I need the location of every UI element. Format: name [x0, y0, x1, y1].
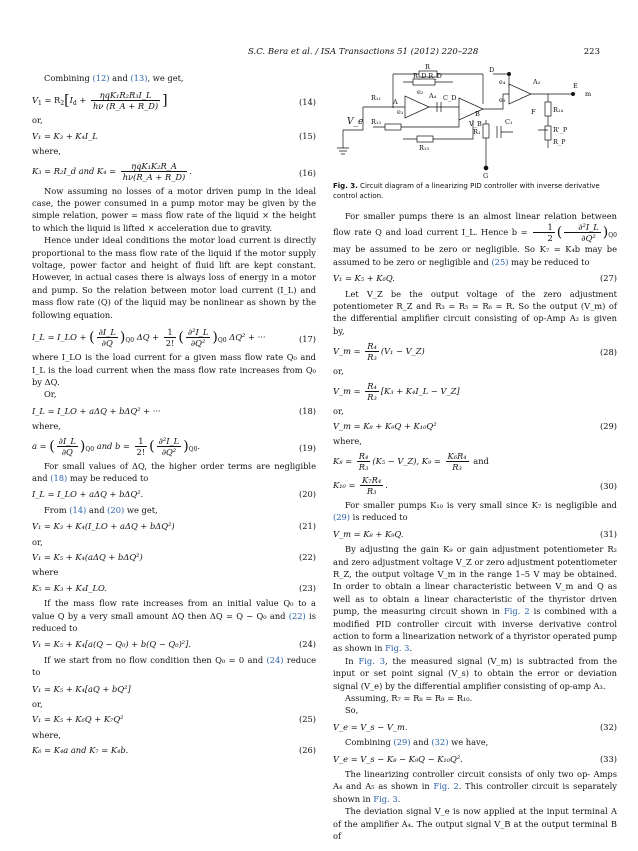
equation-30: K₁₀ = $\frac{\text{K₇R₄}}{\text{R₃}}$ . (30) [333, 474, 617, 496]
equation-28: V_m = $\frac{\text{R₄}}{\text{R₃}}$ (V₁ − V_Z) (28) [333, 341, 617, 363]
where-text: where, [32, 146, 61, 157]
label-r14: R₁₄ [553, 106, 564, 114]
equation-15: V₁ = K₃ + K₄I_L (15) [32, 130, 316, 141]
eq-ref-18[interactable]: (18) [50, 472, 68, 483]
or-text: or, [32, 536, 43, 547]
label-e2: e₂ [417, 88, 424, 96]
where-text: where, [32, 421, 61, 432]
combining-29-32: Combining (29) and (32) we have, [345, 737, 489, 748]
paragraph-vz: Let V_Z be the output voltage of the zero adjustment potentiometer R_Z and R₃ = R₅ = R₆ = R. So the output (V_m) of the differential amplifier circuit consisting of op-Amp A₂ is given by, [333, 288, 617, 336]
eq-number: (14) [298, 97, 316, 108]
label-r11: R₁₁ [371, 94, 382, 102]
equation-28b: V_m = $\frac{\text{R₄}}{\text{R₃}}$ [K₃ + K₄I_L − V_Z] [333, 380, 460, 402]
from-14-20: From (14) and (20) we get, [44, 504, 158, 515]
paragraph-smaller-pumps: For smaller pumps there is an almost linear relation between flow rate Q and load current I_L. Hence b = $\frac{1}{2}$ ( $\frac{\text{∂²I\_L}}{\text{∂Q²}}$ )$_{Q0}$ may be assumed to be zero or negligible. So K₇ = K₄b may be assumed to be zero or negligible and (25) may be reduced to [333, 211, 617, 267]
label-m: m [585, 90, 592, 98]
paragraph-load-current: Hence under ideal conditions the motor load current is directly proportional to the mass flow rate of the liquid if the motor supply voltage, power factor and height of fluid lift are kept constant. However, in actual cases there is always loss of energy in a motor and pump. So the relation between motor load current (I_L) and mass flow rate (Q) of the liquid may be nonlinear as shown by the following equation. [32, 235, 316, 320]
fig-ref-3[interactable]: Fig. 3 [358, 655, 385, 666]
page-number: 223 [583, 47, 600, 57]
equation-32: V_e = V_s − V_m. (32) [333, 721, 617, 732]
equation-24b: V₁ = K₅ + K₄[aQ + bQ²] [32, 683, 131, 694]
eq-ref-25[interactable]: (25) [491, 256, 509, 267]
eq-ref-32[interactable]: (32) [431, 737, 449, 748]
equation-25: V₁ = K₅ + K₆Q + K₇Q² (25) [32, 714, 316, 725]
or-text: or, [32, 699, 43, 710]
paragraph-small-values: For small values of ΔQ, the higher order terms are negligible and (18) may be reduced to [32, 460, 316, 483]
label-rp: R_P [553, 138, 566, 146]
equation-17: I_L = I_LO + ( $\frac{\partial I\_L}{\partial Q}$ )$_{Q0}$ ΔQ + $\frac{1}{2!}$ ( $\frac{\text{∂²I\_L}}{\text{∂Q²}}$ )$_{Q0}$ ΔQ² + ··· (17) [32, 327, 316, 349]
label-e3: e₃ [499, 96, 506, 104]
paragraph-gain-adjust: By adjusting the gain K₉ or gain adjustment potentiometer R₂ and zero adjustment voltage V_Z or zero adjustment potentiometer R_Z, the output voltage V_m in the range 1–5 V may be obtained. In order to obtain a linear characteristic between V_m and Q as well as to obtain a linear characteristic of the thyristor driven pump, the measuring circuit shown in Fig. 2 is combined with a modified PID controller circuit with inverse derivative control action to form a linearization network of a thyristor operated pump as shown in Fig. 3. [333, 544, 617, 654]
label-r12: R₁₂ [371, 118, 382, 126]
equation-29b: K₈ = $\frac{\text{R₄}}{\text{R₃}}$ (K₅ − V_Z), K₉ = $\frac{\text{K₆R₄}}{\text{R₃}}$ and [333, 450, 489, 472]
label-ve: V_e [347, 117, 364, 127]
eq-ref-13[interactable]: (13) [130, 73, 148, 83]
label-a3: A₃ [533, 78, 541, 86]
paragraph-no-flow: If we start from no flow condition then Q₀ = 0 and (24) reduce to [32, 654, 316, 678]
label-e1: e₁ [397, 108, 404, 116]
label-c1: C₁ [505, 118, 513, 126]
label-e4: e₄ [499, 78, 506, 86]
opamp-a4 [405, 96, 429, 118]
eq-ref-12[interactable]: (12) [92, 73, 110, 83]
label-f: F [531, 108, 536, 116]
equation-20: I_L = I_LO + aΔQ + bΔQ². (20) [32, 489, 316, 500]
label-rp1: R'_P [553, 126, 568, 134]
label-vb: V_B [469, 120, 482, 128]
eq-ref-22[interactable]: (22) [288, 610, 306, 621]
figure-3-circuit-diagram [333, 63, 617, 180]
paragraph-power: Now assuming no losses of a motor driven pump in the ideal case, the power consumed in a pump motor may be given by the simple relation, power = mass flow rate of the liquid × the height to which the liquid is lifted × acceleration due to gravity. [32, 185, 316, 233]
equation-21: V₁ = K₃ + K₄(I_LO + aΔQ + bΔQ²) (21) [32, 521, 316, 532]
or-text: Or, [44, 389, 57, 400]
equation-23: K₅ = K₃ + K₄I_LO. (23) [32, 582, 316, 593]
paragraph-deviation: The deviation signal V_e is now applied at the input terminal A of the amplifier A₄. The output signal V_B at the output terminal B of [333, 806, 617, 842]
equation-19: a = ( $\frac{\partial I\_L}{\partial Q}$ )$_{Q0}$ and b = $\frac{1}{2!}$ ( $\frac{\text{∂²I\_L}}{\text{∂Q²}}$ )$_{Q0}$. (19) [32, 435, 316, 457]
where-text: where, [32, 729, 61, 740]
equation-14: $V_1 = R_2[I_d$ + $\frac{\text{ηqK₁R₂R₃I\_L}}{h\nu (R\_A + R\_D)}$ ] (14) [32, 90, 316, 112]
paragraph-mass-flow: If the mass flow rate increases from an initial value Q₀ to a value Q by a very small amount ΔQ then ΔQ = Q − Q₀ and (22) is reduced to [32, 598, 316, 633]
label-cd: C_D [443, 94, 457, 102]
label-rdcd: R_D R_D [413, 72, 442, 80]
where-text: where, [333, 436, 362, 447]
paragraph-k10: For smaller pumps K₁₀ is very small since K₇ is negligible and (29) is reduced to [333, 499, 617, 523]
label-d: D [489, 66, 495, 74]
where-text: where [32, 567, 59, 578]
journal-citation: S.C. Bera et al. / ISA Transactions 51 (2012) 220–228 [248, 47, 479, 57]
right-column [333, 210, 617, 842]
fig-ref-3[interactable]: Fig. 3 [373, 793, 398, 804]
fig-ref-2[interactable]: Fig. 2 [503, 606, 530, 617]
label-a4: A₄ [429, 92, 437, 100]
eq-ref-14[interactable]: (14) [69, 504, 87, 515]
label-a: A [393, 98, 398, 106]
paragraph-assuming: Assuming, R₇ = R₈ = R₉ = R₁₀. [345, 692, 473, 703]
left-column [32, 72, 316, 760]
paragraph-controller: The linearizing controller circuit consists of only two op- Amps A₄ and A₅ as shown in Fig. 2. This controller circuit is separately shown in Fig. 3. [333, 769, 617, 804]
paragraph-measured-signal: In Fig. 3, the measured signal (V_m) is subtracted from the input or set point signal (V_s) to obtain the error or deviation signal (V_e) by the differential amplifier consisting of op-amp A₃. [333, 655, 617, 691]
equation-26: K₆ = K₄a and K₇ = K₄b. (26) [32, 745, 316, 756]
label-r: R [425, 63, 430, 71]
combining-12-13: Combining (12) and (13), we get, [44, 73, 184, 83]
label-g: G [483, 172, 489, 180]
paragraph-where-ilo: where I_LO is the load current for a given mass flow rate Q₀ and I_L is the load current when the mass flow rate increases from Q₀ by ΔQ. [32, 352, 316, 387]
label-r1: R₁ [473, 128, 481, 136]
equation-29: V_m = K₈ + K₉Q + K₁₀Q² (29) [333, 421, 617, 432]
figure-3-caption: Fig. 3. Circuit diagram of a linearizing PID controller with inverse derivative control action. [333, 182, 600, 200]
label-r13: R₁₃ [419, 144, 430, 152]
equation-33: V_e = V_s − K₈ − K₉Q − K₁₀Q². (33) [333, 753, 617, 764]
equation-24: V₁ = K₅ + K₄[a(Q − Q₀) + b(Q − Q₀)²]. (24) [32, 639, 316, 650]
label-e: E [573, 82, 578, 90]
or-text: or, [333, 366, 344, 377]
equation-31: V_m = K₈ + K₉Q. (31) [333, 528, 617, 539]
or-text: or, [32, 115, 43, 126]
label-b: B [475, 110, 480, 118]
equation-27: V₁ = K₅ + K₆Q. (27) [333, 273, 617, 284]
equation-22: V₁ = K₅ + K₄(aΔQ + bΔQ²) (22) [32, 551, 316, 562]
opamp-a3 [509, 84, 531, 104]
eq-ref-29[interactable]: (29) [333, 512, 351, 523]
or-text: or, [333, 405, 344, 416]
running-header [0, 47, 638, 61]
fig-ref-3[interactable]: Fig. 3 [385, 643, 410, 654]
eq-ref-20[interactable]: (20) [107, 504, 125, 515]
equation-16: K₃ = R₂I_d and K₄ = $\frac{\text{ηqK₁K₂R\_A}}{h\nu(R\_A + R\_D)}$ . (16) [32, 160, 316, 182]
eq-ref-29[interactable]: (29) [393, 737, 411, 748]
so-text: So, [345, 705, 359, 716]
eq-ref-24[interactable]: (24) [266, 654, 284, 665]
fig-ref-2[interactable]: Fig. 2 [433, 781, 459, 792]
equation-18: I_L = I_LO + aΔQ + bΔQ² + ··· (18) [32, 405, 316, 416]
